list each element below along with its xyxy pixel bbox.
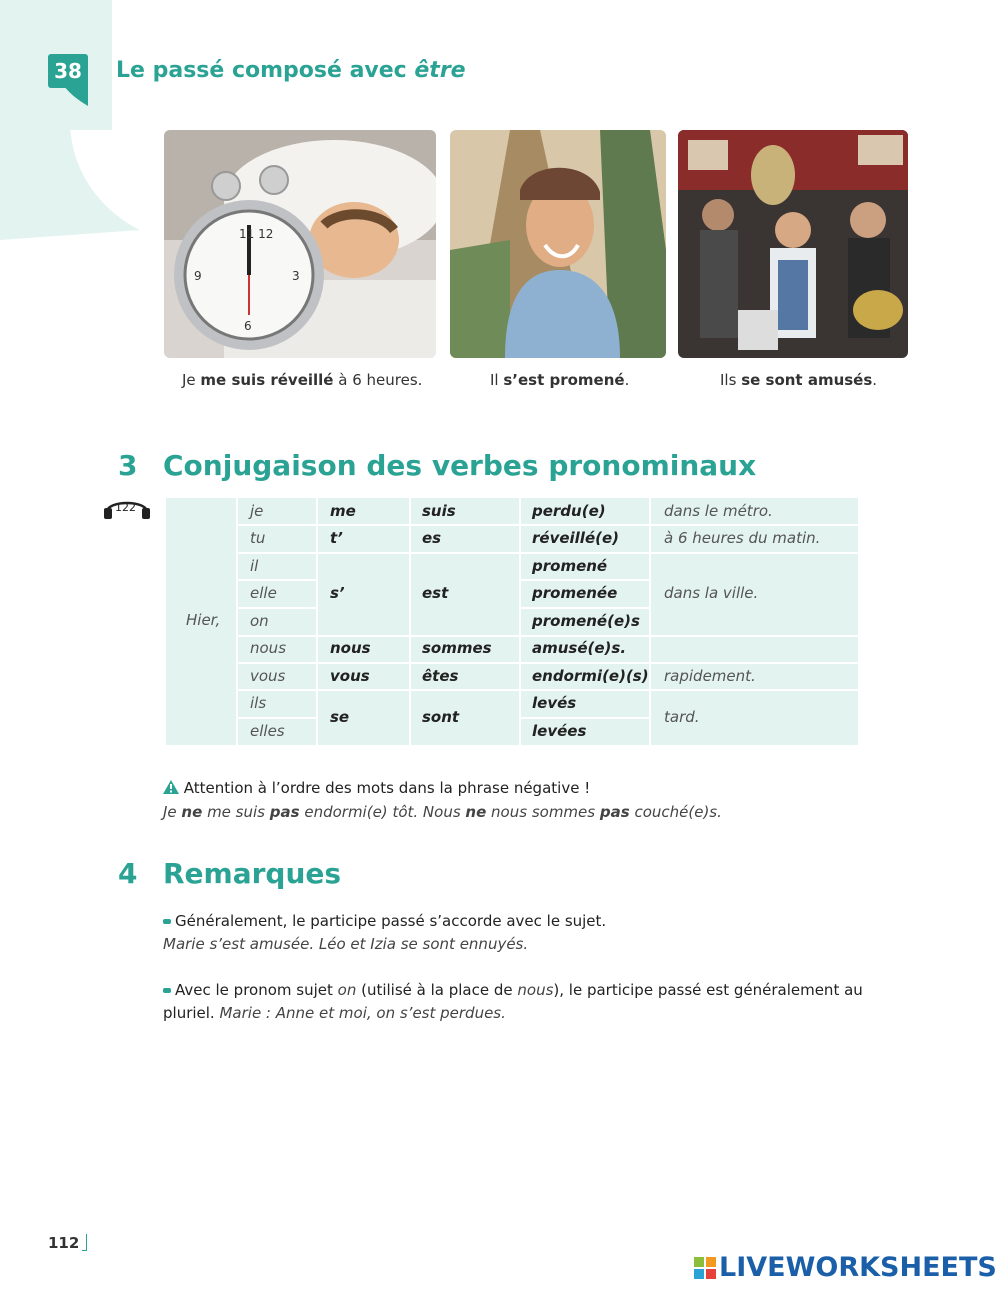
subject-nous: nous — [250, 639, 287, 657]
liveworksheets-icon — [694, 1257, 716, 1279]
pronoun-se: se — [330, 708, 350, 726]
remark-1: Généralement, le participe passé s’accorde avec le sujet. — [163, 912, 606, 930]
attention-note: Attention à l’ordre des mots dans la phrase négative ! — [163, 779, 590, 797]
svg-text:9: 9 — [194, 269, 202, 283]
subject-tu: tu — [250, 529, 266, 547]
conjugation-table — [166, 498, 858, 745]
caption-2: Il s’est promené. — [490, 371, 630, 389]
section-3-title: Conjugaison des verbes pronominaux — [163, 449, 757, 482]
complement-rapidement: rapidement. — [664, 667, 756, 685]
aux-etes: êtes — [422, 667, 459, 685]
header-curve-decoration — [0, 120, 140, 240]
aux-es: es — [422, 529, 442, 547]
participle-perdu: perdu(e) — [532, 502, 606, 520]
aux-est: est — [422, 584, 449, 602]
aux-sommes: sommes — [422, 639, 492, 657]
complement-ville: dans la ville. — [664, 584, 759, 602]
remark-2-line2: pluriel. Marie : Anne et moi, on s’est perdues. — [163, 1004, 506, 1022]
pronoun-nous: nous — [330, 639, 371, 657]
subject-il: il — [250, 557, 259, 575]
remark-2: Avec le pronom sujet on (utilisé à la place de nous), le participe passé est généralement au — [163, 981, 863, 999]
section-3-number: 3 — [118, 449, 138, 482]
bullet-icon — [163, 988, 171, 993]
participle-amuses: amusé(e)s. — [532, 639, 627, 657]
audio-track-number: 122 — [115, 501, 136, 514]
subject-elle: elle — [250, 584, 277, 602]
participle-endormi: endormi(e)(s) — [532, 667, 649, 685]
time-marker: Hier, — [186, 611, 221, 629]
subject-ils: ils — [250, 694, 267, 712]
subject-vous: vous — [250, 667, 286, 685]
pronoun-me: me — [330, 502, 356, 520]
section-4-title: Remarques — [163, 857, 342, 890]
photo-alarm-clock — [164, 130, 436, 358]
participle-promene: promené — [532, 557, 608, 575]
page-number-bracket — [82, 1234, 87, 1251]
badge-tail-decoration — [64, 86, 88, 106]
bullet-icon — [163, 919, 171, 924]
liveworksheets-logo[interactable]: LIVEWORKSHEETS — [694, 1252, 997, 1283]
participle-promenes: promené(e)s — [532, 612, 640, 630]
aux-sont: sont — [422, 708, 460, 726]
caption-3: Ils se sont amusés. — [720, 371, 878, 389]
complement-tard: tard. — [664, 708, 700, 726]
subject-je: je — [250, 502, 264, 520]
page-number: 112 — [48, 1234, 80, 1252]
svg-text:11 12: 11 12 — [239, 227, 274, 241]
subject-on: on — [250, 612, 269, 630]
svg-text:3: 3 — [292, 269, 300, 283]
complement-metro: dans le métro. — [664, 502, 773, 520]
complement-heures: à 6 heures du matin. — [664, 529, 821, 547]
photo-man-in-paris — [450, 130, 666, 358]
photo-street-band — [678, 130, 908, 358]
pronoun-te: t’ — [330, 529, 343, 547]
chapter-title: Le passé composé avec être — [116, 58, 466, 83]
pronoun-vous: vous — [330, 667, 370, 685]
warning-icon — [163, 780, 179, 794]
aux-suis: suis — [422, 502, 456, 520]
participle-leves: levés — [532, 694, 577, 712]
attention-example: Je ne me suis pas endormi(e) tôt. Nous ne nous sommes pas couché(e)s. — [163, 803, 722, 821]
audio-track[interactable] — [103, 496, 151, 520]
participle-promenee: promenée — [532, 584, 618, 602]
remark-1-example: Marie s’est amusée. Léo et Izia se sont ennuyés. — [163, 935, 529, 953]
chapter-badge: 38 — [48, 54, 88, 88]
participle-levees: levées — [532, 722, 587, 740]
caption-1: Je me suis réveillé à 6 heures. — [182, 371, 423, 389]
participle-reveille: réveillé(e) — [532, 529, 620, 547]
subject-elles: elles — [250, 722, 285, 740]
section-4-number: 4 — [118, 857, 138, 890]
svg-text:6: 6 — [244, 319, 252, 333]
pronoun-se-elided: s’ — [330, 584, 345, 602]
